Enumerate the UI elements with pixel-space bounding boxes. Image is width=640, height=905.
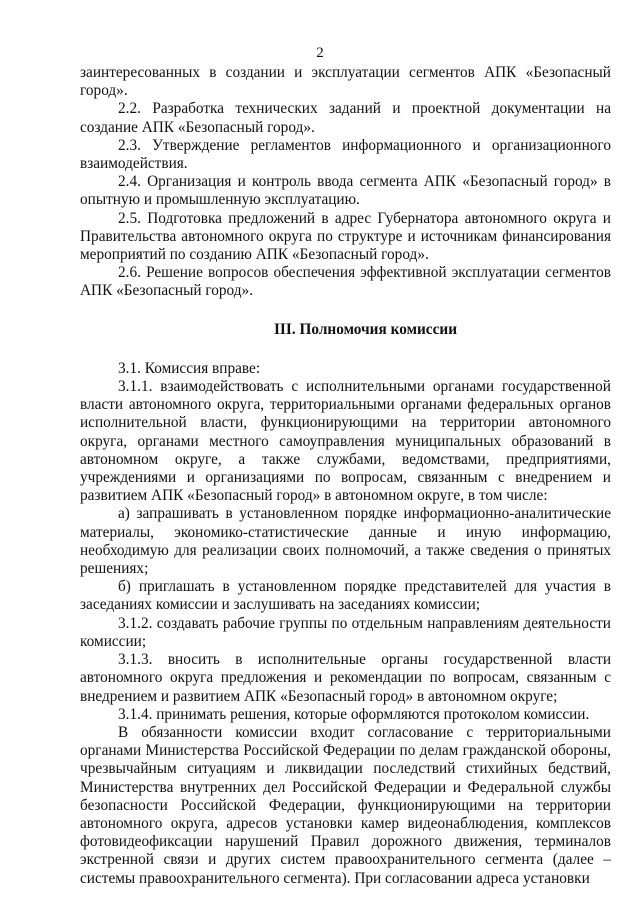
document-body bbox=[80, 64, 611, 888]
section-heading: III. Полномочия комиссии bbox=[273, 320, 458, 338]
paragraph-2-2: 2.2. Разработка технических заданий и проектной документации на создание АПК «Безопасный город». bbox=[80, 100, 611, 136]
paragraph-3-1-1: 3.1.1. взаимодействовать с исполнительными органами государственной власти автономного округа, территориальными органами федеральных органов исполнительной власти, функционирующими на территории автономного округа, органами местного самоуправления муниципальных образований в автономном округе, а также службами, ведомствами, предприятиями, учреждениями и организациями по вопросам, связанным с внедрением и развитием АПК «Безопасный город» в автономном округе, в том числе: bbox=[80, 378, 611, 505]
paragraph-subitem-a: а) запрашивать в установленном порядке информационно-аналитические материалы, экономико-статистические данные и иную информацию, необходимую для реализации своих полномочий, а также сведения о принятых решениях; bbox=[80, 505, 611, 578]
paragraph-2-6: 2.6. Решение вопросов обеспечения эффективной эксплуатации сегментов АПК «Безопасный город». bbox=[80, 264, 611, 300]
paragraph-duties: В обязанности комиссии входит согласование с территориальными органами Министерства Российской Федерации по делам гражданской обороны, чрезвычайным ситуациям и ликвидации последствий стихийных бедствий, Министерства внутренних дел Российской Федерации и Федеральной службы безопасности Российской Федерации, функционирующими на территории автономного округа, адресов установки камер видеонаблюдения, комплексов фотовидеофиксации нарушений Правил дорожного движения, терминалов экстренной связи и других систем правоохранительного сегмента (далее – системы правоохранительного сегмента). При согласовании адреса установки bbox=[80, 723, 611, 887]
paragraph-subitem-b: б) приглашать в установленном порядке представителей для участия в заседаниях комиссии и заслушивать на заседаниях комиссии; bbox=[80, 578, 611, 614]
paragraph-2-5: 2.5. Подготовка предложений в адрес Губернатора автономного округа и Правительства автономного округа по структуре и источникам финансирования мероприятий по созданию АПК «Безопасный город». bbox=[80, 209, 611, 264]
paragraph-3-1: 3.1. Комиссия вправе: bbox=[118, 359, 261, 377]
page-number: 2 bbox=[316, 45, 324, 61]
paragraph-continuation: заинтересованных в создании и эксплуатации сегментов АПК «Безопасный город». bbox=[80, 64, 611, 100]
paragraph-3-1-3: 3.1.3. вносить в исполнительные органы государственной власти автономного округа предложения и рекомендации по вопросам, связанным с внедрением и развитием АПК «Безопасный город» в автономном округе; bbox=[80, 651, 611, 705]
paragraph-2-4: 2.4. Организация и контроль ввода сегмента АПК «Безопасный город» в опытную и промышленную эксплуатацию. bbox=[80, 173, 611, 209]
paragraph-2-3: 2.3. Утверждение регламентов информационного и организационного взаимодействия. bbox=[80, 136, 611, 173]
paragraph-3-1-2: 3.1.2. создавать рабочие группы по отдельным направлениям деятельности комиссии; bbox=[80, 614, 611, 650]
paragraph-3-1-4: 3.1.4. принимать решения, которые оформляются протоколом комиссии. bbox=[118, 705, 590, 723]
